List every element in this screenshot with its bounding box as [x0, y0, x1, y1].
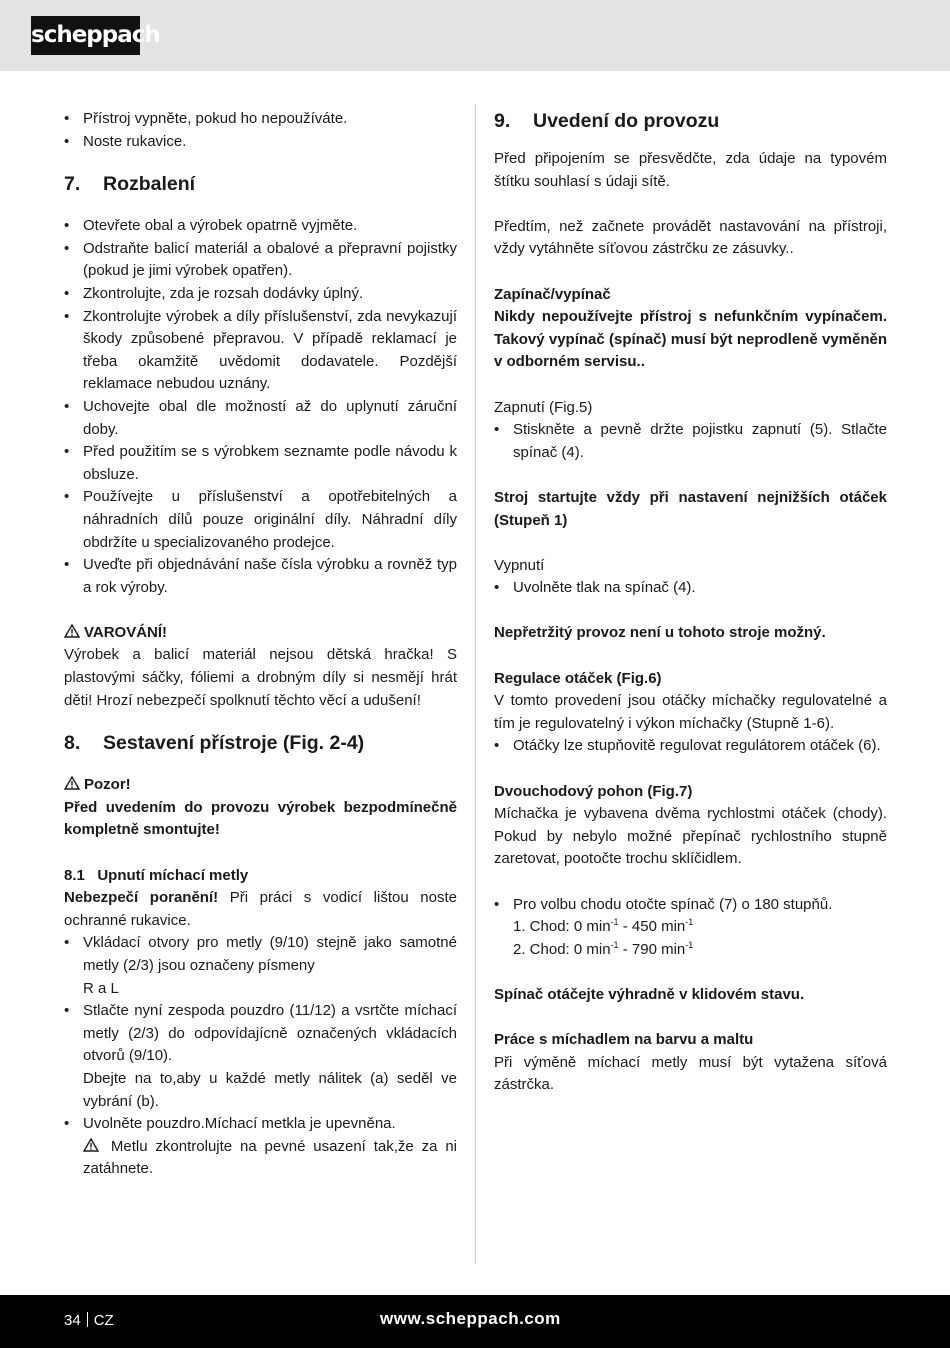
right-column [494, 108, 887, 1097]
paragraph: Předtím, než začnete provádět nastavování na přístroji, vždy vytáhněte síťovou zástrčku ze zásuvky.. [494, 217, 887, 258]
superscript: -1 [610, 939, 619, 950]
warning-triangle-icon [64, 776, 80, 790]
list-item-text: Metlu zkontrolujte na pevné usazení tak,že za ni zatáhnete. [83, 1137, 457, 1178]
danger-text: Při práci s vodicí lištou noste ochranné rukavice. [64, 889, 457, 929]
gear-1-line [513, 916, 887, 939]
caution-text: Před uvedením do provozu výrobek bezpodmínečně kompletně smontujte! [64, 798, 457, 839]
superscript: -1 [610, 917, 619, 928]
section-title: Uvedení do provozu [533, 110, 720, 132]
paragraph: Před připojením se přesvědčte, zda údaje na typovém štítku souhlasí s údaji sítě. [494, 150, 887, 190]
gear-list [494, 894, 887, 962]
page-number-value: 34 [64, 1312, 81, 1329]
danger-label: Nebezpečí poranění! [64, 889, 219, 907]
list-item: • Uchovejte obal dle možností až do uplynutí záruční doby. [64, 396, 457, 441]
column-divider [475, 104, 476, 1264]
list-item [64, 1000, 457, 1113]
gear-note: Spínač otáčejte výhradně v klidovém stavu. [494, 985, 805, 1003]
switch-off-label: Vypnutí [494, 556, 545, 574]
list-item: • Odstraňte balicí materiál a obalové a přepravní pojistky (pokud je jimi výrobek opatřen). [64, 238, 457, 283]
switch-warning: Nikdy nepoužívejte přístroj s nefunkčním vypínačem. Takový vypínač (spínač) musí být neprodleně vyměněn v odborném servisu.. [494, 308, 887, 371]
mounting-bullet-list [64, 932, 457, 1181]
scheppach-logo: scheppach [31, 16, 140, 55]
continuous-note: Nepřetržitý provoz není u tohoto stroje možný. [494, 624, 826, 642]
list-item-text: Uvolněte pouzdro.Míchací metkla je upevněna. [83, 1115, 396, 1133]
speed-list [494, 735, 887, 758]
separator [87, 1312, 88, 1327]
caution-heading [64, 774, 457, 797]
warning-heading [64, 622, 457, 645]
superscript: -1 [685, 939, 694, 950]
website-url: www.scheppach.com [380, 1309, 561, 1328]
section-number: 9. [494, 110, 511, 132]
switch-off-list [494, 577, 887, 600]
section-number: 7. [64, 173, 81, 196]
list-item: • Používejte u příslušenství a opotřebitelných a náhradních dílů pouze originální díly. Náhradní díly obdržíte u specializovaného prodejce. [64, 486, 457, 554]
list-item: • Před použitím se s výrobkem seznamte podle návodu k obsluze. [64, 441, 457, 486]
warning-title: VAROVÁNÍ! [84, 623, 168, 641]
warning-text: Výrobek a balicí materiál nejsou dětská hračka! S plastovými sáčky, fóliemi a drobným díly si nesmějí hrát děti! Hrozí nebezpečí spolknutí těchto věcí a udušení! [64, 646, 457, 709]
list-item: • Stiskněte a pevně držte pojistku zapnutí (5). Stlačte spínač (4). [494, 419, 887, 464]
list-item [64, 932, 457, 1000]
list-item: • Otáčky lze stupňovitě regulovat regulátorem otáček (6). [494, 735, 887, 758]
speed-text: V tomto provedení jsou otáčky míchačky regulovatelné a tím je regulovatelný i výkon míchačky (Stupně 1-6). [494, 692, 887, 732]
start-note: Stroj startujte vždy při nastavení nejnižších otáček (Stupeň 1) [494, 488, 887, 529]
list-item: • Zkontrolujte, zda je rozsah dodávky úplný. [64, 283, 457, 306]
section-title: Rozbalení [103, 173, 196, 196]
gear-1-text: 1. Chod: 0 min [513, 918, 611, 936]
list-item [64, 1113, 457, 1181]
caution-title: Pozor! [84, 776, 131, 794]
paint-mixer-heading: Práce s míchadlem na barvu a maltu [494, 1031, 754, 1049]
section-title: Sestavení přístroje (Fig. 2-4) [103, 732, 365, 755]
danger-paragraph [64, 887, 457, 932]
gear-2-text: - 790 min [618, 940, 686, 958]
list-item [494, 894, 887, 962]
dual-drive-text: Míchačka je vybavena dvěma rychlostmi otáček (chody). Pokud by nebylo možné přepínač rychlostního stupně zaretovat, pootočte trochu sklíčidlem. [494, 805, 887, 868]
gear-2-line [513, 939, 887, 962]
list-item: • Zkontrolujte výrobek a díly příslušenství, zda nevykazují škody způsobené přepravou. V případě reklamací je třeba okamžitě uvědomit dodavatele. Pozdější reklamace nebudou uznány. [64, 306, 457, 396]
warning-triangle-icon [83, 1138, 99, 1152]
warning-triangle-icon [64, 624, 80, 638]
list-item-continuation [83, 1136, 457, 1181]
section-7-heading [64, 171, 457, 197]
dual-drive-heading: Dvouchodový pohon (Fig.7) [494, 782, 693, 800]
list-item: • Noste rukavice. [64, 131, 457, 154]
superscript: -1 [685, 917, 694, 928]
section-9-heading [494, 108, 887, 134]
speed-heading: Regulace otáček (Fig.6) [494, 669, 662, 687]
section-8-heading [64, 730, 457, 756]
page-footer [0, 1295, 950, 1348]
list-item: • Otevřete obal a výrobek opatrně vyjměte. [64, 215, 457, 238]
unpacking-bullet-list [64, 215, 457, 599]
list-item: • Přístroj vypněte, pokud ho nepoužíváte. [64, 108, 457, 131]
switch-heading: Zapínač/vypínač [494, 285, 611, 303]
switch-on-label: Zapnutí (Fig.5) [494, 398, 593, 416]
gear-2-text: 2. Chod: 0 min [513, 940, 611, 958]
list-item: • Uveďte při objednávání naše čísla výrobku a rovněž typ a rok výroby. [64, 554, 457, 599]
list-item-text: Stlačte nyní zespoda pouzdro (11/12) a vsrtčte míchací metly (2/3) do odpovídajícně označených vkládacích otvorů (9/10). [83, 1002, 457, 1065]
switch-on-list [494, 419, 887, 464]
page-number [64, 1311, 114, 1331]
gear-1-text: - 450 min [618, 918, 686, 936]
list-item-text: Vkládací otvory pro metly (9/10) stejně jako samotné metly (2/3) jsou označeny písmeny [83, 934, 457, 974]
left-column [64, 108, 457, 1181]
intro-bullet-list [64, 108, 457, 153]
language-code: CZ [93, 1312, 114, 1329]
paint-mixer-text: Při výměně míchací metly musí být vytažena síťová zástrčka. [494, 1053, 887, 1094]
list-item-continuation: R a L [83, 979, 119, 997]
subsection-8-1-heading: 8.1 Upnutí míchací metly [64, 866, 249, 884]
page-header [0, 0, 950, 71]
list-item-continuation: Dbejte na to,aby u každé metly nálitek (a) seděl ve vybrání (b). [83, 1069, 457, 1110]
list-item: • Uvolněte tlak na spínač (4). [494, 577, 887, 600]
list-item-text: Pro volbu chodu otočte spínač (7) o 180 stupňů. [513, 895, 833, 913]
section-number: 8. [64, 732, 81, 755]
